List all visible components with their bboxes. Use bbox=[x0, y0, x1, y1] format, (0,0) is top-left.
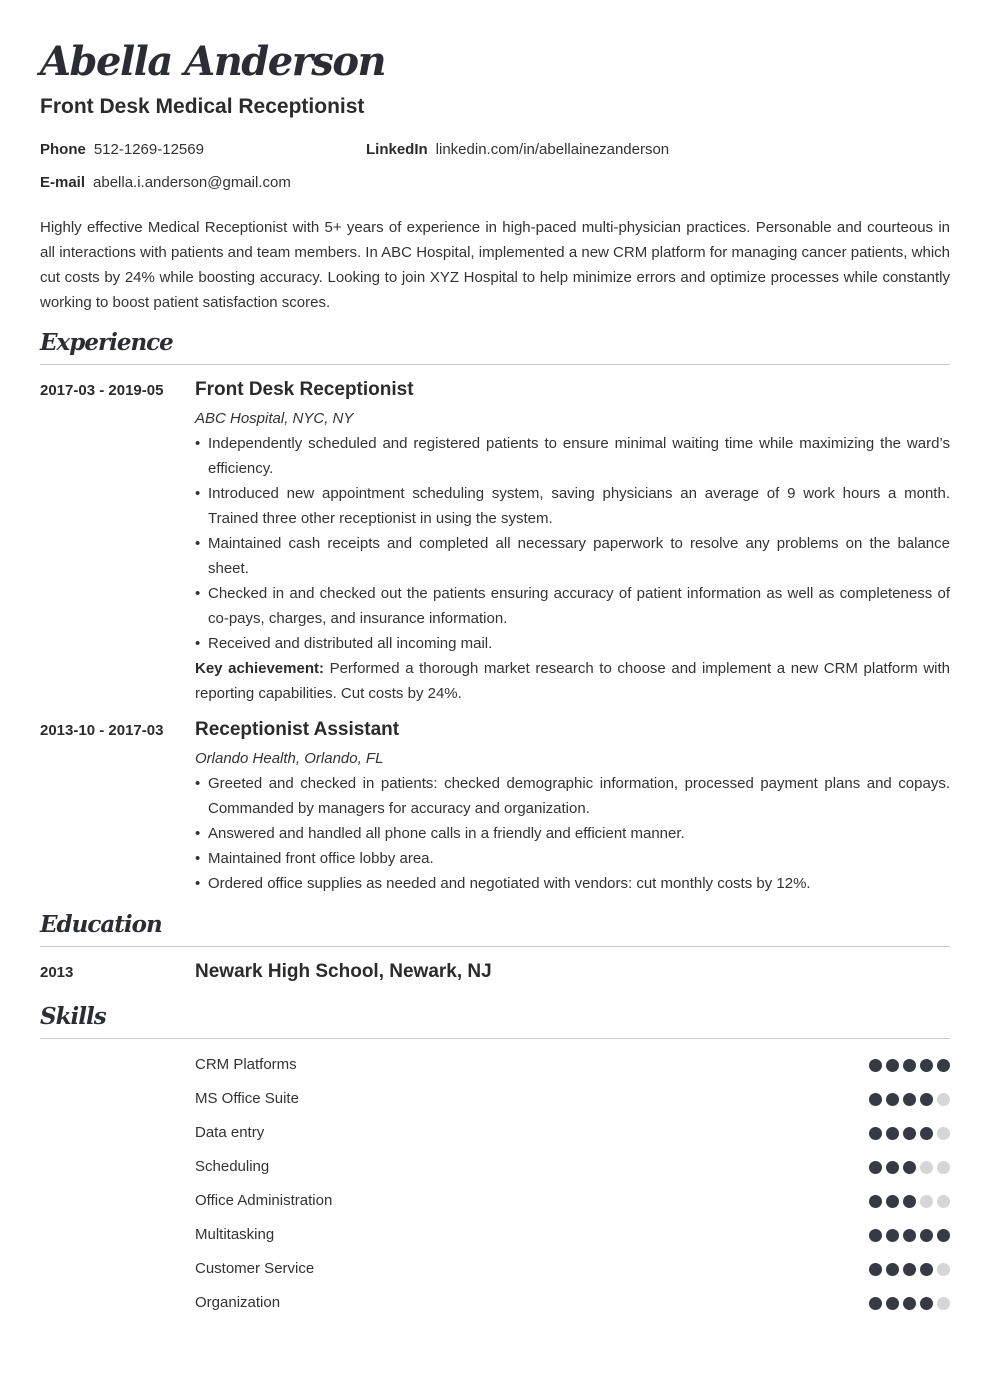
rating-dot-filled bbox=[886, 1297, 899, 1310]
job-duty: • Answered and handled all phone calls in a friendly and efficient manner. bbox=[195, 821, 950, 846]
rating-dot-filled bbox=[903, 1127, 916, 1140]
job-title: Front Desk Medical Receptionist bbox=[40, 95, 365, 118]
skill-rating bbox=[869, 1059, 950, 1072]
job-entry bbox=[195, 378, 950, 706]
rating-dot-filled bbox=[869, 1161, 882, 1174]
skill-name: Customer Service bbox=[195, 1260, 315, 1277]
rating-dot-filled bbox=[903, 1263, 916, 1276]
key-achievement-text: Performed a thorough market research to choose and implement a new CRM platform with reporting capabilities. Cut costs by 24%. bbox=[195, 660, 950, 702]
rating-dot-filled bbox=[920, 1093, 933, 1106]
rating-dot-filled bbox=[920, 1059, 933, 1072]
linkedin-label: LinkedIn bbox=[366, 141, 428, 158]
rating-dot-filled bbox=[869, 1195, 882, 1208]
rating-dot-filled bbox=[869, 1059, 882, 1072]
job-duty: • Introduced new appointment scheduling system, saving physicians an average of 9 work hours a month. Trained three other receptionist in using the system. bbox=[195, 481, 950, 531]
rating-dot-filled bbox=[937, 1059, 950, 1072]
job-duty: • Maintained front office lobby area. bbox=[195, 846, 950, 871]
rating-dot-filled bbox=[886, 1093, 899, 1106]
email-value: abella.i.anderson@gmail.com bbox=[93, 174, 291, 191]
rating-dot-filled bbox=[886, 1059, 899, 1072]
job-duty: • Ordered office supplies as needed and negotiated with vendors: cut monthly costs by 12%. bbox=[195, 871, 950, 896]
rating-dot-empty bbox=[920, 1161, 933, 1174]
rating-dot-filled bbox=[903, 1195, 916, 1208]
section-heading-experience: Experience bbox=[40, 328, 950, 365]
rating-dot-filled bbox=[869, 1263, 882, 1276]
skill-rating bbox=[869, 1195, 950, 1208]
skill-row bbox=[195, 1116, 950, 1150]
job-company: Orlando Health, Orlando, FL bbox=[195, 750, 384, 767]
skill-row bbox=[195, 1184, 950, 1218]
skill-row bbox=[195, 1082, 950, 1116]
rating-dot-filled bbox=[886, 1263, 899, 1276]
rating-dot-filled bbox=[920, 1229, 933, 1242]
rating-dot-empty bbox=[937, 1093, 950, 1106]
job-position: Receptionist Assistant bbox=[195, 719, 400, 740]
rating-dot-empty bbox=[937, 1161, 950, 1174]
job-duty: • Received and distributed all incoming mail. bbox=[195, 631, 950, 656]
contact-email bbox=[40, 173, 291, 193]
skill-name: Multitasking bbox=[195, 1226, 275, 1243]
rating-dot-filled bbox=[886, 1161, 899, 1174]
section-heading-education: Education bbox=[40, 910, 950, 947]
contact-linkedin bbox=[366, 140, 669, 160]
job-duty: • Checked in and checked out the patients ensuring accuracy of patient information as well as completeness of co-pays, charges, and insurance information. bbox=[195, 581, 950, 631]
education-year: 2013 bbox=[40, 964, 74, 981]
linkedin-value: linkedin.com/in/abellainezanderson bbox=[435, 141, 670, 158]
rating-dot-empty bbox=[937, 1263, 950, 1276]
rating-dot-filled bbox=[869, 1297, 882, 1310]
rating-dot-filled bbox=[920, 1127, 933, 1140]
skill-name: Organization bbox=[195, 1294, 281, 1311]
phone-value: 512-1269-12569 bbox=[93, 141, 204, 158]
rating-dot-filled bbox=[937, 1229, 950, 1242]
skill-rating bbox=[869, 1093, 950, 1106]
key-achievement bbox=[195, 656, 950, 706]
skill-rating bbox=[869, 1127, 950, 1140]
rating-dot-filled bbox=[903, 1297, 916, 1310]
skill-rating bbox=[869, 1263, 950, 1276]
skill-row bbox=[195, 1252, 950, 1286]
skill-name: CRM Platforms bbox=[195, 1056, 297, 1073]
skills-list bbox=[195, 1048, 950, 1320]
job-dates: 2017-03 - 2019-05 bbox=[40, 382, 164, 399]
skill-name: Data entry bbox=[195, 1124, 265, 1141]
rating-dot-empty bbox=[937, 1195, 950, 1208]
contact-phone bbox=[40, 140, 204, 160]
rating-dot-filled bbox=[903, 1161, 916, 1174]
rating-dot-filled bbox=[920, 1297, 933, 1310]
candidate-name: Abella Anderson bbox=[40, 38, 386, 85]
skill-rating bbox=[869, 1161, 950, 1174]
skill-row bbox=[195, 1150, 950, 1184]
profile-summary: Highly effective Medical Receptionist with 5+ years of experience in high-paced multi-physician practices. Personable and courteous in all interactions with patients and team members. In ABC Hospital, implemented a new CRM platform for managing cancer patients, which cut costs by 24% while boosting accuracy. Looking to join XYZ Hospital to help minimize errors and optimize processes while constantly working to boost patient satisfaction scores. bbox=[40, 219, 950, 311]
job-duty: • Greeted and checked in patients: checked demographic information, processed payment plans and copays. Commanded by managers for accuracy and organization. bbox=[195, 771, 950, 821]
skill-rating bbox=[869, 1297, 950, 1310]
rating-dot-filled bbox=[886, 1229, 899, 1242]
job-duties bbox=[195, 771, 950, 896]
education-entry bbox=[195, 960, 950, 988]
skill-name: Scheduling bbox=[195, 1158, 270, 1175]
rating-dot-filled bbox=[920, 1263, 933, 1276]
rating-dot-filled bbox=[886, 1195, 899, 1208]
section-heading-skills: Skills bbox=[40, 1002, 950, 1039]
rating-dot-empty bbox=[937, 1127, 950, 1140]
skill-name: MS Office Suite bbox=[195, 1090, 299, 1107]
key-achievement-label: Key achievement: bbox=[195, 660, 324, 677]
rating-dot-filled bbox=[869, 1093, 882, 1106]
skill-name: Office Administration bbox=[195, 1192, 333, 1209]
email-label: E-mail bbox=[40, 174, 86, 191]
rating-dot-filled bbox=[869, 1127, 882, 1140]
rating-dot-empty bbox=[937, 1297, 950, 1310]
rating-dot-filled bbox=[903, 1229, 916, 1242]
job-dates: 2013-10 - 2017-03 bbox=[40, 722, 164, 739]
rating-dot-filled bbox=[903, 1059, 916, 1072]
phone-label: Phone bbox=[40, 141, 86, 158]
rating-dot-filled bbox=[886, 1127, 899, 1140]
skill-row bbox=[195, 1048, 950, 1082]
job-company: ABC Hospital, NYC, NY bbox=[195, 410, 354, 427]
job-duties bbox=[195, 431, 950, 656]
rating-dot-filled bbox=[903, 1093, 916, 1106]
rating-dot-empty bbox=[920, 1195, 933, 1208]
education-school: Newark High School, Newark, NJ bbox=[195, 961, 492, 982]
job-duty: • Independently scheduled and registered patients to ensure minimal waiting time while maximizing the ward’s efficiency. bbox=[195, 431, 950, 481]
rating-dot-filled bbox=[869, 1229, 882, 1242]
skill-row bbox=[195, 1286, 950, 1320]
skill-rating bbox=[869, 1229, 950, 1242]
job-entry bbox=[195, 718, 950, 896]
job-duty: • Maintained cash receipts and completed all necessary paperwork to resolve any problems on the balance sheet. bbox=[195, 531, 950, 581]
skill-row bbox=[195, 1218, 950, 1252]
job-position: Front Desk Receptionist bbox=[195, 379, 414, 400]
